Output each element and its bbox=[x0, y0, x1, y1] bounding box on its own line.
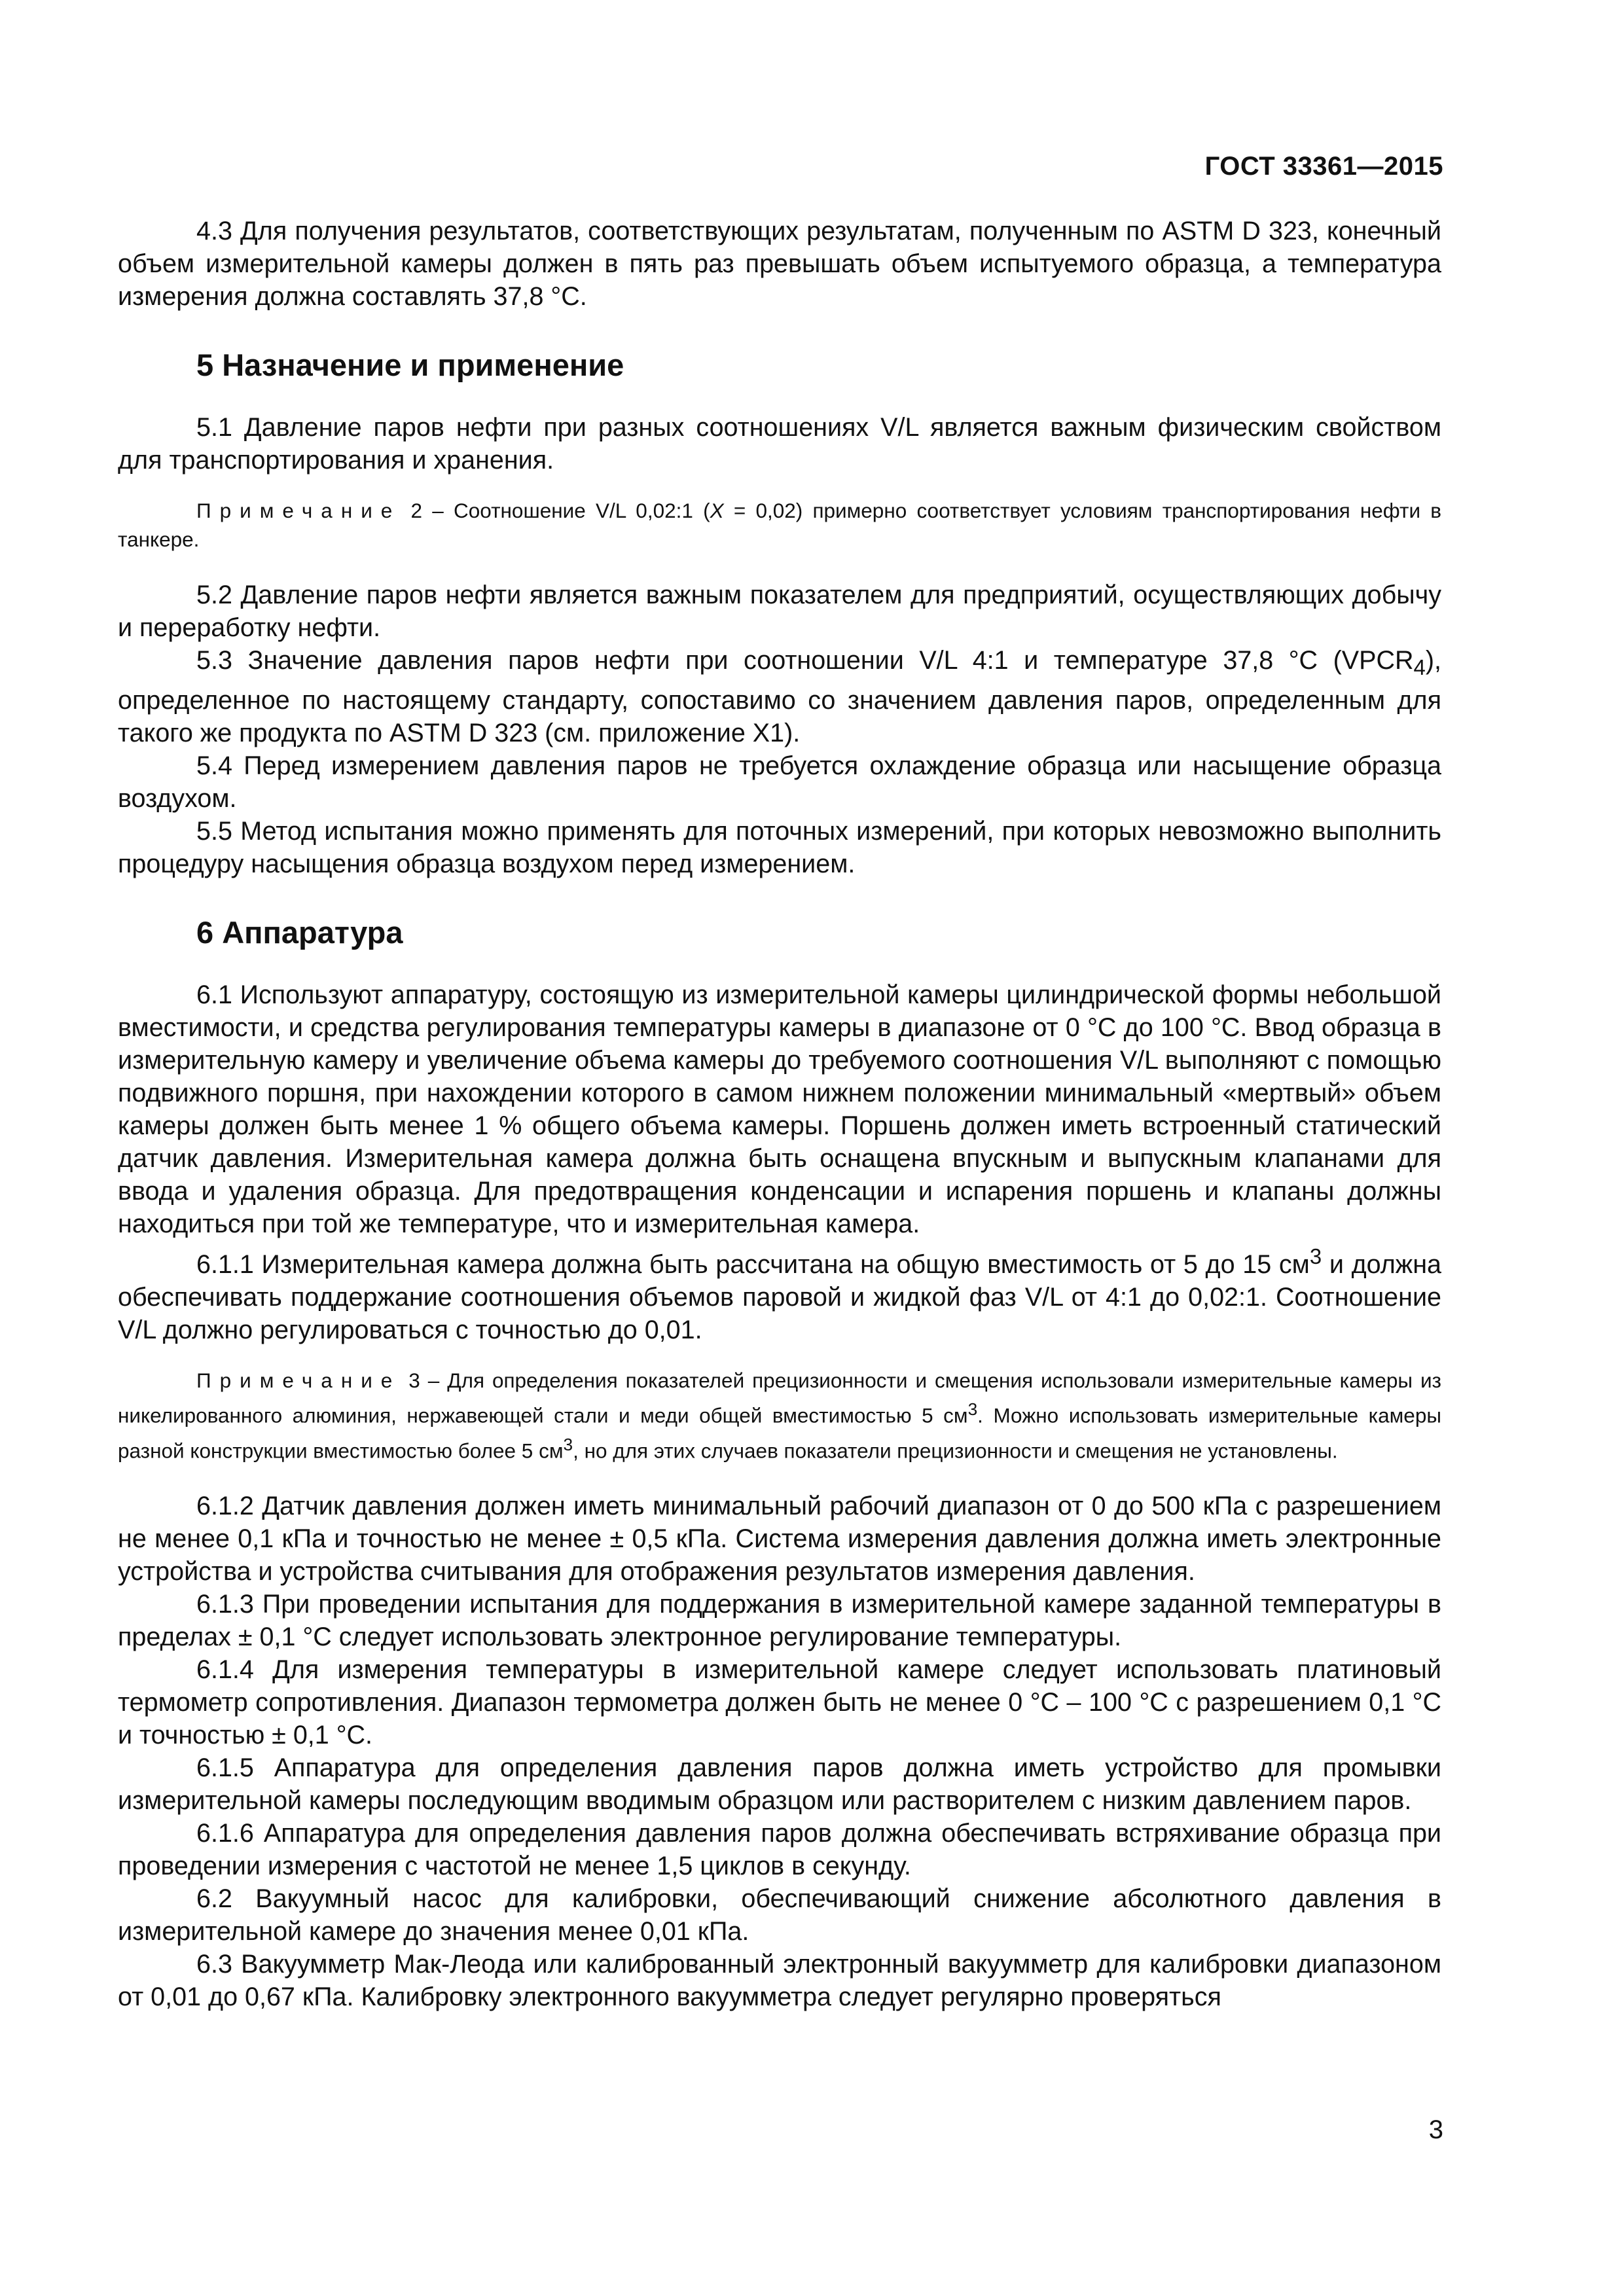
paragraph-6-1-4: 6.1.4 Для измерения температуры в измерительной камере следует использовать платиновый термометр сопротивления. Диапазон термометра должен быть не менее 0 °С – 100 °С с разрешением 0,1 °С и точностью ± 0,1 °С. bbox=[118, 1655, 1441, 1750]
note-label: Примечание bbox=[196, 499, 401, 522]
document-header: ГОСТ 33361—2015 bbox=[1204, 152, 1443, 181]
section-5-heading: 5 Назначение и применение bbox=[196, 348, 624, 382]
paragraph-6-1-5: 6.1.5 Аппаратура для определения давления паров должна иметь устройство для промывки измерительной камеры последующим вводимым образцом или растворителем с низким давлением паров. bbox=[118, 1753, 1441, 1816]
paragraph-5-5: 5.5 Метод испытания можно применять для поточных измерений, при которых невозможно выполнить процедуру насыщения образца воздухом перед измерением. bbox=[118, 816, 1441, 878]
paragraph-6-3: 6.3 Вакуумметр Мак-Леода или калиброванный электронный вакуумметр для калибровки диапазоном от 0,01 до 0,67 кПа. Калибровку электронного вакуумметра следует регулярно проверяться bbox=[118, 1950, 1441, 2012]
paragraph-6-1-3: 6.1.3 При проведении испытания для поддержания в измерительной камере заданной температуры в пределах ± 0,1 °С следует использовать электронное регулирование температуры. bbox=[118, 1590, 1441, 1652]
paragraph-5-4: 5.4 Перед измерением давления паров не требуется охлаждение образца или насыщение образца воздухом. bbox=[118, 751, 1441, 813]
document-body bbox=[118, 215, 1441, 2013]
paragraph-6-2: 6.2 Вакуумный насос для калибровки, обеспечивающий снижение абсолютного давления в измерительной камере до значения менее 0,01 кПа. bbox=[118, 1884, 1441, 1946]
paragraph-6-1: 6.1 Используют аппаратуру, состоящую из измерительной камеры цилиндрической формы небольшой вместимости, и средства регулирования температуры камеры в диапазоне от 0 °С до 100 °С. Ввод образца в измерительную камеру и увеличение объема камеры до требуемого соотношения V/L выполняют с помощью подвижного поршня, при нахождении которого в самом нижнем положении минимальный «мертвый» объем камеры должен быть менее 1 % общего объема камеры. Поршень должен иметь встроенный статический датчик давления. Измерительная камера должна быть оснащена впускным и выпускным клапанами для ввода и удаления образца. Для предотвращения конденсации и испарения поршень и клапаны должны находиться при той же температуре, что и измерительная камера. bbox=[118, 980, 1441, 1238]
note-3: Примечание 3 – Для определения показателей прецизионности и смещения использовали измерительные камеры из никелированного алюминия, нержавеющей стали и меди общей вместимостью 5 $см^3$. Можно использовать измерительные камеры разной конструкции вместимостью более 5 $см^3$, но для этих случаев показатели прецизионности и смещения не установлены. bbox=[118, 1369, 1441, 1463]
note-label: Примечание bbox=[196, 1369, 401, 1393]
paragraph-5-3: 5.3 Значение давления паров нефти при соотношении V/L 4:1 и температуре 37,8 °С $(VPCR_4)$, определенное по настоящему стандарту, сопоставимо со значением давления паров, определенным для такого же продукта по ASTM D 323 (см. приложение Х1). bbox=[118, 646, 1441, 747]
paragraph-6-1-1: 6.1.1 Измерительная камера должна быть рассчитана на общую вместимость от 5 до 15 $см^3$ и должна обеспечивать поддержание соотношения объемов паровой и жидкой фаз V/L от 4:1 до 0,02:1. Соотношение V/L должно регулироваться с точностью до 0,01. bbox=[118, 1244, 1442, 1345]
page-number: 3 bbox=[1428, 2115, 1443, 2144]
paragraph-5-2: 5.2 Давление паров нефти является важным показателем для предприятий, осуществляющих добычу и переработку нефти. bbox=[118, 581, 1441, 642]
paragraph-5-1: 5.1 Давление паров нефти при разных соотношениях V/L является важным физическим свойством для транспортирования и хранения. bbox=[118, 413, 1441, 475]
paragraph-4-3: 4.3 Для получения результатов, соответствующих результатам, полученным по ASTM D 323, конечный объем измерительной камеры должен в пять раз превышать объем испытуемого образца, а температура измерения должна составлять 37,8 °С. bbox=[118, 217, 1441, 311]
note-2: Примечание 2 – Соотношение V/L 0,02:1 (X = 0,02) примерно соответствует условиям транспортирования нефти в танкере. bbox=[118, 499, 1442, 551]
paragraph-6-1-2: 6.1.2 Датчик давления должен иметь минимальный рабочий диапазон от 0 до 500 кПа с разрешением не менее 0,1 кПа и точностью не менее ± 0,5 кПа. Система измерения давления должна иметь электронные устройства и устройства считывания для отображения результатов измерения давления. bbox=[118, 1492, 1441, 1587]
paragraph-6-1-6: 6.1.6 Аппаратура для определения давления паров должна обеспечивать встряхивание образца при проведении измерения с частотой не менее 1,5 циклов в секунду. bbox=[118, 1819, 1441, 1881]
section-6-heading: 6 Аппаратура bbox=[196, 914, 403, 950]
